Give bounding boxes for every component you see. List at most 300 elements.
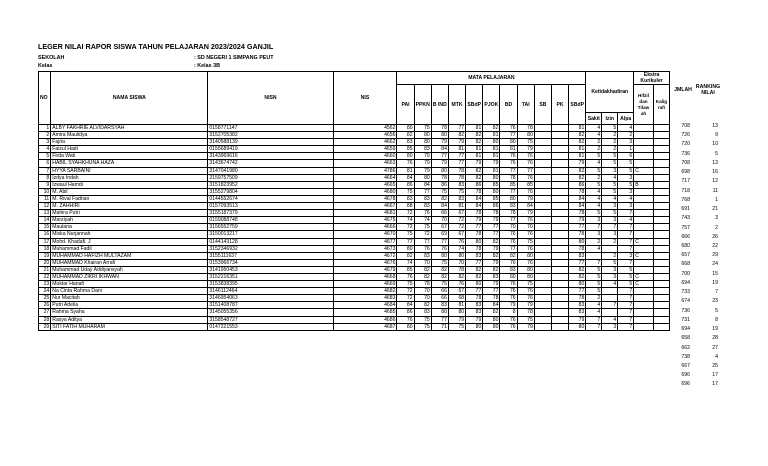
- cell-ek: [634, 160, 654, 167]
- cell-sbdp2: 82: [569, 174, 586, 181]
- cell-ppkn: 80: [414, 132, 431, 139]
- cell-no: 10: [39, 188, 51, 195]
- ranking-value: 19: [712, 326, 718, 333]
- total-row: [674, 317, 734, 326]
- cell-sbdp: 82: [466, 167, 483, 174]
- cell-bd: 76: [500, 153, 517, 160]
- cell-empty: [534, 288, 551, 295]
- cell-s: 4: [586, 309, 602, 316]
- cell-tai: 84: [517, 203, 534, 210]
- cell-ek: [634, 217, 654, 224]
- cell-nis: 4675: [333, 217, 397, 224]
- cell-empty: [653, 125, 669, 132]
- cell-bd: 82: [500, 252, 517, 259]
- cell-empty: [534, 323, 551, 330]
- cell-empty: [551, 132, 568, 139]
- cell-s: 3: [586, 217, 602, 224]
- cell-bind: 83: [431, 302, 448, 309]
- cell-s: 7: [586, 316, 602, 323]
- cell-tai: 75: [517, 281, 534, 288]
- cell-nisn: 0144143128: [208, 238, 333, 245]
- cell-s: 2: [586, 139, 602, 146]
- cell-bd: 76: [500, 316, 517, 323]
- cell-empty: [653, 132, 669, 139]
- total-row: [674, 335, 734, 344]
- cell-ek: [634, 288, 654, 295]
- cell-nisn: 0158771147: [208, 125, 333, 132]
- cell-bd: 83: [500, 203, 517, 210]
- cell-bd: 77: [500, 217, 517, 224]
- header-nisn: NISN: [208, 72, 333, 125]
- cell-sbdp: 83: [466, 252, 483, 259]
- cell-empty: [653, 295, 669, 302]
- cell-nis: 4663: [333, 160, 397, 167]
- total-value: 736: [681, 150, 690, 157]
- cell-nis: 4786: [333, 167, 397, 174]
- cell-ek: C: [634, 273, 654, 280]
- cell-s: 2: [586, 146, 602, 153]
- total-value: 738: [681, 353, 690, 360]
- cell-bind: 75: [431, 188, 448, 195]
- cell-i: 5: [602, 210, 618, 217]
- cell-sbdp2: 84: [569, 203, 586, 210]
- total-row: [674, 188, 734, 197]
- cell-ek: B: [634, 181, 654, 188]
- cell-sbdp2: 80: [569, 238, 586, 245]
- cell-empty: [653, 217, 669, 224]
- table-row: [39, 188, 670, 195]
- cell-i: 7: [602, 302, 618, 309]
- cell-pai: 86: [397, 309, 414, 316]
- class-label: Kelas: [38, 63, 53, 69]
- total-row: [674, 252, 734, 261]
- cell-i: 5: [602, 160, 618, 167]
- cell-s: 5: [586, 273, 602, 280]
- cell-empty: [534, 217, 551, 224]
- cell-bd: 76: [500, 295, 517, 302]
- cell-nama: Izdya Indah: [51, 174, 208, 181]
- cell-sbdp2: 78: [569, 295, 586, 302]
- cell-bd: 80: [500, 273, 517, 280]
- cell-s: 5: [586, 266, 602, 273]
- cell-empty: [534, 309, 551, 316]
- cell-mtk: 83: [448, 195, 465, 202]
- cell-a: 7: [618, 238, 634, 245]
- cell-nis: 4664: [333, 174, 397, 181]
- cell-empty: [653, 153, 669, 160]
- cell-empty: [534, 160, 551, 167]
- cell-sbdp2: 79: [569, 217, 586, 224]
- cell-ek: C: [634, 238, 654, 245]
- cell-ek: [634, 146, 654, 153]
- header-subject-sb: SB: [534, 85, 551, 125]
- cell-sbdp: 77: [466, 224, 483, 231]
- cell-no: 27: [39, 309, 51, 316]
- cell-empty: [534, 281, 551, 288]
- cell-s: 2: [586, 174, 602, 181]
- cell-tai: 78: [517, 125, 534, 132]
- cell-bd: 76: [500, 231, 517, 238]
- cell-empty: [534, 316, 551, 323]
- cell-a: 6: [618, 153, 634, 160]
- cell-tai: 76: [517, 288, 534, 295]
- total-row: [674, 151, 734, 160]
- total-row: [674, 197, 734, 206]
- cell-a: 7: [618, 323, 634, 330]
- cell-nis: 4659: [333, 146, 397, 153]
- header-subject-sbdp2: SBdP: [569, 85, 586, 125]
- cell-ek: [634, 195, 654, 202]
- header-jumlah: JMLAH: [674, 87, 692, 93]
- cell-pjok: 80: [483, 323, 500, 330]
- cell-ek: C: [634, 252, 654, 259]
- cell-empty: [534, 174, 551, 181]
- cell-s: 2: [586, 295, 602, 302]
- cell-ppkn: 82: [414, 266, 431, 273]
- cell-a: 5: [618, 160, 634, 167]
- cell-empty: [653, 188, 669, 195]
- cell-empty: [551, 323, 568, 330]
- total-row: [674, 280, 734, 289]
- header-subject-mtk: MTK: [448, 85, 465, 125]
- cell-bd: 80: [500, 139, 517, 146]
- header-sakit: Sakit: [586, 113, 602, 125]
- total-row: [674, 271, 734, 280]
- cell-i: 3: [602, 231, 618, 238]
- cell-pai: 72: [397, 210, 414, 217]
- cell-sbdp: 77: [466, 288, 483, 295]
- cell-mtk: 80: [448, 252, 465, 259]
- total-value: 691: [681, 206, 690, 213]
- cell-tai: 77: [517, 167, 534, 174]
- cell-empty: [551, 146, 568, 153]
- cell-pjok: 79: [483, 281, 500, 288]
- cell-i: 5: [602, 153, 618, 160]
- table-row: [39, 203, 670, 210]
- cell-ek: [634, 231, 654, 238]
- ranking-value: 29: [712, 252, 718, 259]
- cell-bind: 71: [431, 323, 448, 330]
- cell-nama: M. Rival Fadrian: [51, 195, 208, 202]
- school-value: : SD NEGERI 1 SIMPANG PEUT: [194, 55, 274, 61]
- cell-mtk: 81: [448, 302, 465, 309]
- cell-nama: Rasya Aditya: [51, 316, 208, 323]
- cell-empty: [534, 231, 551, 238]
- cell-ppkn: 84: [414, 181, 431, 188]
- cell-nama: Miska Nurjannah: [51, 231, 208, 238]
- ranking-value: 13: [712, 159, 718, 166]
- cell-tai: 76: [517, 153, 534, 160]
- header-subject-ppkn: PPKN: [414, 85, 431, 125]
- cell-nisn: 3159757509: [208, 174, 333, 181]
- cell-empty: [653, 288, 669, 295]
- cell-bind: 66: [431, 210, 448, 217]
- cell-empty: [551, 160, 568, 167]
- total-value: 768: [681, 196, 690, 203]
- cell-mtk: 67: [448, 210, 465, 217]
- cell-sbdp: 80: [466, 323, 483, 330]
- cell-bd: 80: [500, 195, 517, 202]
- total-row: [674, 308, 734, 317]
- total-value: 708: [681, 123, 690, 129]
- table-row: [39, 160, 670, 167]
- cell-bind: 80: [431, 309, 448, 316]
- cell-sbdp2: 79: [569, 160, 586, 167]
- cell-sbdp2: 80: [569, 281, 586, 288]
- total-value: 726: [681, 132, 690, 139]
- cell-nisn: 3155279804: [208, 188, 333, 195]
- header-hifzil: Hifzil dan Tilaw ah: [634, 85, 654, 125]
- cell-i: 2: [602, 139, 618, 146]
- cell-pjok: 83: [483, 273, 500, 280]
- cell-a: 3: [618, 252, 634, 259]
- cell-sbdp2: 84: [569, 195, 586, 202]
- cell-nama: Izwaul Hamdi: [51, 181, 208, 188]
- total-value: 680: [681, 242, 690, 249]
- cell-empty: [653, 224, 669, 231]
- cell-a: 2: [618, 132, 634, 139]
- cell-ppkn: 75: [414, 224, 431, 231]
- cell-no: 23: [39, 281, 51, 288]
- cell-empty: [534, 245, 551, 252]
- total-row: [674, 169, 734, 178]
- table-row: [39, 252, 670, 259]
- table-row: [39, 266, 670, 273]
- total-value: 718: [681, 187, 690, 194]
- total-value: 657: [681, 252, 690, 259]
- cell-sbdp2: 78: [569, 188, 586, 195]
- cell-sbdp: 81: [466, 125, 483, 132]
- cell-sbdp: 79: [466, 217, 483, 224]
- cell-nama: Marziyah: [51, 217, 208, 224]
- cell-nisn: 3146112464: [208, 288, 333, 295]
- cell-pjok: 78: [483, 210, 500, 217]
- cell-nis: 4678: [333, 195, 397, 202]
- cell-mtk: 75: [448, 188, 465, 195]
- cell-pai: 85: [397, 266, 414, 273]
- cell-pjok: 82: [483, 309, 500, 316]
- cell-i: 4: [602, 174, 618, 181]
- cell-sbdp2: 86: [569, 181, 586, 188]
- cell-sbdp: 79: [466, 316, 483, 323]
- cell-mtk: 77: [448, 125, 465, 132]
- cell-a: 7: [618, 295, 634, 302]
- cell-i: 5: [602, 181, 618, 188]
- cell-s: 4: [586, 302, 602, 309]
- cell-pjok: 85: [483, 195, 500, 202]
- cell-no: 14: [39, 217, 51, 224]
- cell-pjok: 81: [483, 146, 500, 153]
- cell-sbdp2: 78: [569, 231, 586, 238]
- cell-pjok: 82: [483, 252, 500, 259]
- cell-empty: [534, 259, 551, 266]
- cell-tai: 76: [517, 174, 534, 181]
- cell-a: 7: [618, 309, 634, 316]
- cell-tai: 79: [517, 146, 534, 153]
- ranking-value: 25: [712, 362, 718, 369]
- cell-s: 5: [586, 153, 602, 160]
- cell-nisn: 0159088748: [208, 217, 333, 224]
- total-value: 700: [681, 270, 690, 277]
- cell-nama: Mohd. Khadafi. J: [51, 238, 208, 245]
- cell-i: 3: [602, 273, 618, 280]
- cell-tai: 76: [517, 188, 534, 195]
- cell-a: 7: [618, 316, 634, 323]
- table-row: [39, 316, 670, 323]
- cell-tai: 80: [517, 132, 534, 139]
- cell-i: 5: [602, 188, 618, 195]
- table-row: [39, 238, 670, 245]
- cell-pjok: 86: [483, 203, 500, 210]
- cell-pjok: 84: [483, 302, 500, 309]
- cell-i: [602, 245, 618, 252]
- cell-sbdp: 82: [466, 273, 483, 280]
- cell-ek: C: [634, 281, 654, 288]
- cell-pai: 76: [397, 160, 414, 167]
- cell-a: 7: [618, 288, 634, 295]
- cell-bd: 76: [500, 238, 517, 245]
- cell-bd: 8: [500, 309, 517, 316]
- cell-bind: 86: [431, 181, 448, 188]
- cell-nama: Muktar Hanafi: [51, 281, 208, 288]
- cell-nis: 4676: [333, 259, 397, 266]
- cell-mtk: 78: [448, 167, 465, 174]
- cell-pjok: 80: [483, 174, 500, 181]
- cell-empty: [653, 309, 669, 316]
- cell-empty: [551, 188, 568, 195]
- cell-sbdp: 79: [466, 160, 483, 167]
- cell-a: 5: [618, 167, 634, 174]
- cell-mtk: 67: [448, 231, 465, 238]
- cell-nama: MUHAMMAD Khairan Arrafi: [51, 259, 208, 266]
- cell-empty: [534, 273, 551, 280]
- cell-nama: Nur Macitah: [51, 295, 208, 302]
- cell-bd: 78: [500, 174, 517, 181]
- cell-empty: [534, 181, 551, 188]
- cell-empty: [653, 238, 669, 245]
- cell-nama: M. Abil: [51, 188, 208, 195]
- cell-nisn: 3146954063: [208, 295, 333, 302]
- total-row: [674, 243, 734, 252]
- cell-nis: 4672: [333, 252, 397, 259]
- cell-sbdp: 77: [466, 259, 483, 266]
- cell-s: 5: [586, 167, 602, 174]
- cell-mtk: 82: [448, 273, 465, 280]
- cell-no: 15: [39, 224, 51, 231]
- total-value: 717: [681, 178, 690, 185]
- cell-ek: [634, 203, 654, 210]
- cell-i: [602, 295, 618, 302]
- total-row: [674, 132, 734, 141]
- cell-empty: [551, 238, 568, 245]
- cell-nama: Muhammad Uday Addiyansyah: [51, 266, 208, 273]
- cell-ppkn: 79: [414, 160, 431, 167]
- table-row: [39, 167, 670, 174]
- total-row: [674, 289, 734, 298]
- cell-nama: Na Cinta Rahma Dani: [51, 288, 208, 295]
- cell-pai: 72: [397, 295, 414, 302]
- cell-empty: [551, 167, 568, 174]
- cell-i: 3: [602, 217, 618, 224]
- header-subject-tai: TAI: [517, 85, 534, 125]
- cell-ppkn: 82: [414, 302, 431, 309]
- cell-a: 3: [618, 174, 634, 181]
- cell-pai: 88: [397, 203, 414, 210]
- ranking-value: 7: [715, 289, 718, 296]
- report-title: LEGER NILAI RAPOR SISWA TAHUN PELAJARAN 2023/2024 GANJIL: [38, 42, 274, 51]
- cell-sbdp: 78: [466, 210, 483, 217]
- cell-sbdp2: 77: [569, 288, 586, 295]
- total-row: [674, 225, 734, 234]
- cell-mtk: 76: [448, 238, 465, 245]
- cell-pjok: 78: [483, 295, 500, 302]
- cell-empty: [551, 153, 568, 160]
- cell-sbdp: 81: [466, 153, 483, 160]
- cell-no: 1: [39, 125, 51, 132]
- cell-bind: 82: [431, 273, 448, 280]
- cell-nama: Putri Adelia: [51, 302, 208, 309]
- cell-sbdp2: 81: [569, 125, 586, 132]
- cell-empty: [534, 146, 551, 153]
- cell-a: 4: [618, 217, 634, 224]
- cell-pai: 80: [397, 245, 414, 252]
- cell-s: 3: [586, 231, 602, 238]
- cell-s: 7: [586, 259, 602, 266]
- cell-nis: 4683: [333, 295, 397, 302]
- cell-a: 3: [618, 188, 634, 195]
- header-subject-pai: PAI: [397, 85, 414, 125]
- cell-empty: [551, 273, 568, 280]
- cell-empty: [551, 139, 568, 146]
- total-value: 674: [681, 298, 690, 305]
- cell-mtk: 74: [448, 245, 465, 252]
- cell-sbdp: 84: [466, 195, 483, 202]
- cell-sbdp2: 83: [569, 252, 586, 259]
- cell-pai: 76: [397, 316, 414, 323]
- cell-pai: 74: [397, 259, 414, 266]
- cell-no: 26: [39, 302, 51, 309]
- cell-mtk: 83: [448, 181, 465, 188]
- cell-empty: [551, 281, 568, 288]
- cell-pai: 76: [397, 273, 414, 280]
- cell-tai: 75: [517, 139, 534, 146]
- cell-pai: 82: [397, 252, 414, 259]
- cell-pjok: 77: [483, 288, 500, 295]
- ranking-value: 19: [712, 279, 718, 286]
- cell-s: 4: [586, 132, 602, 139]
- cell-sbdp2: 82: [569, 132, 586, 139]
- cell-pai: 84: [397, 302, 414, 309]
- cell-sbdp2: 79: [569, 316, 586, 323]
- cell-a: 5: [618, 273, 634, 280]
- ranking-value: 17: [712, 381, 718, 388]
- cell-bd: 77: [500, 167, 517, 174]
- table-row: [39, 181, 670, 188]
- header-subject-pk: PK: [551, 85, 568, 125]
- cell-pai: 75: [397, 188, 414, 195]
- cell-nis: 4669: [333, 281, 397, 288]
- cell-mtk: 70: [448, 259, 465, 266]
- cell-empty: [653, 323, 669, 330]
- cell-nis: 4682: [333, 288, 397, 295]
- cell-tai: 70: [517, 224, 534, 231]
- cell-ek: [634, 266, 654, 273]
- header-no: NO: [39, 72, 51, 125]
- total-row: [674, 381, 734, 390]
- table-row: [39, 231, 670, 238]
- cell-nisn: 0147221553: [208, 323, 333, 330]
- cell-no: 17: [39, 238, 51, 245]
